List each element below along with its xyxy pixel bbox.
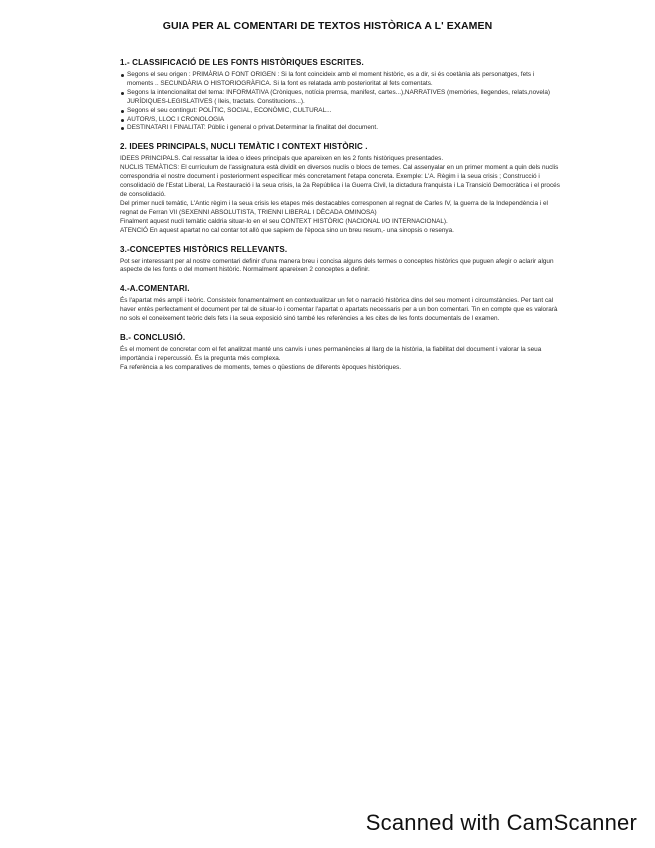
- paragraph: Del primer nucli temàtic, L'Antic règim i la seua crisis les etapes més destacables corresponen al regnat de Carles IV, la guerra de la Independència i el regnat de Ferran VII (SEXENNI ABSOLUTISTA, TRIENNI LIBERAL I DÈCADA OMINOSA): [120, 199, 548, 216]
- section-heading: 4.-A.COMENTARI.: [120, 284, 190, 294]
- paragraph: ATENCIÓ En aquest apartat no cal contar tot allò que sapiem de l'època sino un breu resum,- una sinopsis o resenya.: [120, 226, 454, 234]
- list-item: Segons la intencionalitat del tema: INFORMATIVA (Cròniques, notícia premsa, manifest, cartes...),NARRATIVES (memòries, llegendes, relats,novela) JURÍDIQUES-LEGISLATIVES ( lleis, tractats. Constitucions...).: [120, 89, 560, 107]
- paragraph: És el moment de concretar com el fet analitzat manté uns canvis i unes permanències al llarg de la història, la fiabilitat del document i valorar la seua importància i repercussió. És la pregunta més complexa.: [120, 346, 542, 362]
- paragraph: NUCLIS TEMÀTICS: El currículum de l'assignatura està dividit en diversos nuclis o blocs de temes. Cal assenyalar en un primer moment a quin dels nuclis correspondria el nostre document i posteriorment especificar més concretament l'etapa concreta. Exemple: L'A. Règim i la seua crisis ; Construcció i consolidació de l'Estat Liberal, La Restauració i la seua crisis, la 2a República i la Guerra Civil, la dictadura franquista i La Transició Democràtica i el procés de consolidació.: [120, 164, 560, 198]
- section-conclusion: [120, 333, 560, 373]
- section-classification: [120, 58, 560, 133]
- section-heading: B.- CONCLUSIÓ.: [120, 333, 186, 343]
- bullet-list: [120, 71, 560, 133]
- paragraph: IDEES PRINCIPALS. Cal ressaltar la idea o idees principals que apareixen en les 2 fonts històriques presentades.: [120, 155, 444, 163]
- section-concepts: [120, 245, 560, 276]
- paragraph: Finalment aquest nucli temàtic caldria situar-lo en el seu CONTEXT HISTÒRIC (NACIONAL I/O INTERNACIONAL).: [120, 217, 448, 225]
- document-title: GUIA PER AL COMENTARI DE TEXTOS HISTÒRICA A L' EXAMEN: [162, 20, 493, 32]
- document-body: [120, 58, 560, 382]
- paragraph: Pot ser interessant per al nostre comentari definir d'una manera breu i concisa alguns dels termes o conceptes històrics que puguen afegir o aclarir algun aspecte de les fonts o del moment històric. Normalment apareixen 2 conceptes a definir.: [120, 257, 554, 274]
- section-heading: 2. IDEES PRINCIPALS, NUCLI TEMÀTIC I CONTEXT HISTÒRIC .: [120, 142, 368, 152]
- scanner-watermark: Scanned with CamScanner: [365, 810, 637, 835]
- section-heading: 1.- CLASSIFICACIÓ DE LES FONTS HISTÒRIQUES ESCRITES.: [120, 58, 364, 67]
- list-item: Segons el seu origen : PRIMÀRIA O FONT ORIGEN : Si la font coincideix amb el moment històric, es a dir, si és coetània als personatges, fets i moments .. SECUNDÀRIA O HISTORIOGRÀFICA. Si la font es relatada amb posterioritat al fets comentats.: [120, 71, 560, 89]
- paragraph: És l'apartat més ampli i teòric. Consisteix fonamentalment en contextualitzar un fet o narració històrica dins del seu moment i circumstàncies. Per tant cal haver entès perfectament el document per tal de situar-lo i comentar l'apartat o apartats necessaris per a un bon comentari. Tin en compte que es valorarà no sols el coneixement teòric dels fets i la seua exposició sinó també les referències a les cites de les fonts documentals de l examen.: [120, 297, 558, 323]
- paragraph: Fa referència a les comparatives de moments, temes o qüestions de diferents èpoques històriques.: [120, 363, 401, 371]
- section-main-ideas: [120, 142, 560, 235]
- section-heading: 3.-CONCEPTES HISTÒRICS RELLEVANTS.: [120, 244, 288, 254]
- list-item: AUTOR/S, LLOC I CRONOLOGIA: [120, 116, 560, 125]
- section-commentary: [120, 284, 560, 324]
- list-item: Segons el seu contingut: POLÍTIC, SOCIAL, ECONÒMIC, CULTURAL...: [120, 107, 560, 116]
- list-item: DESTINATARI I FINALITAT: Públic i general o privat.Determinar la finalitat del document.: [120, 124, 560, 133]
